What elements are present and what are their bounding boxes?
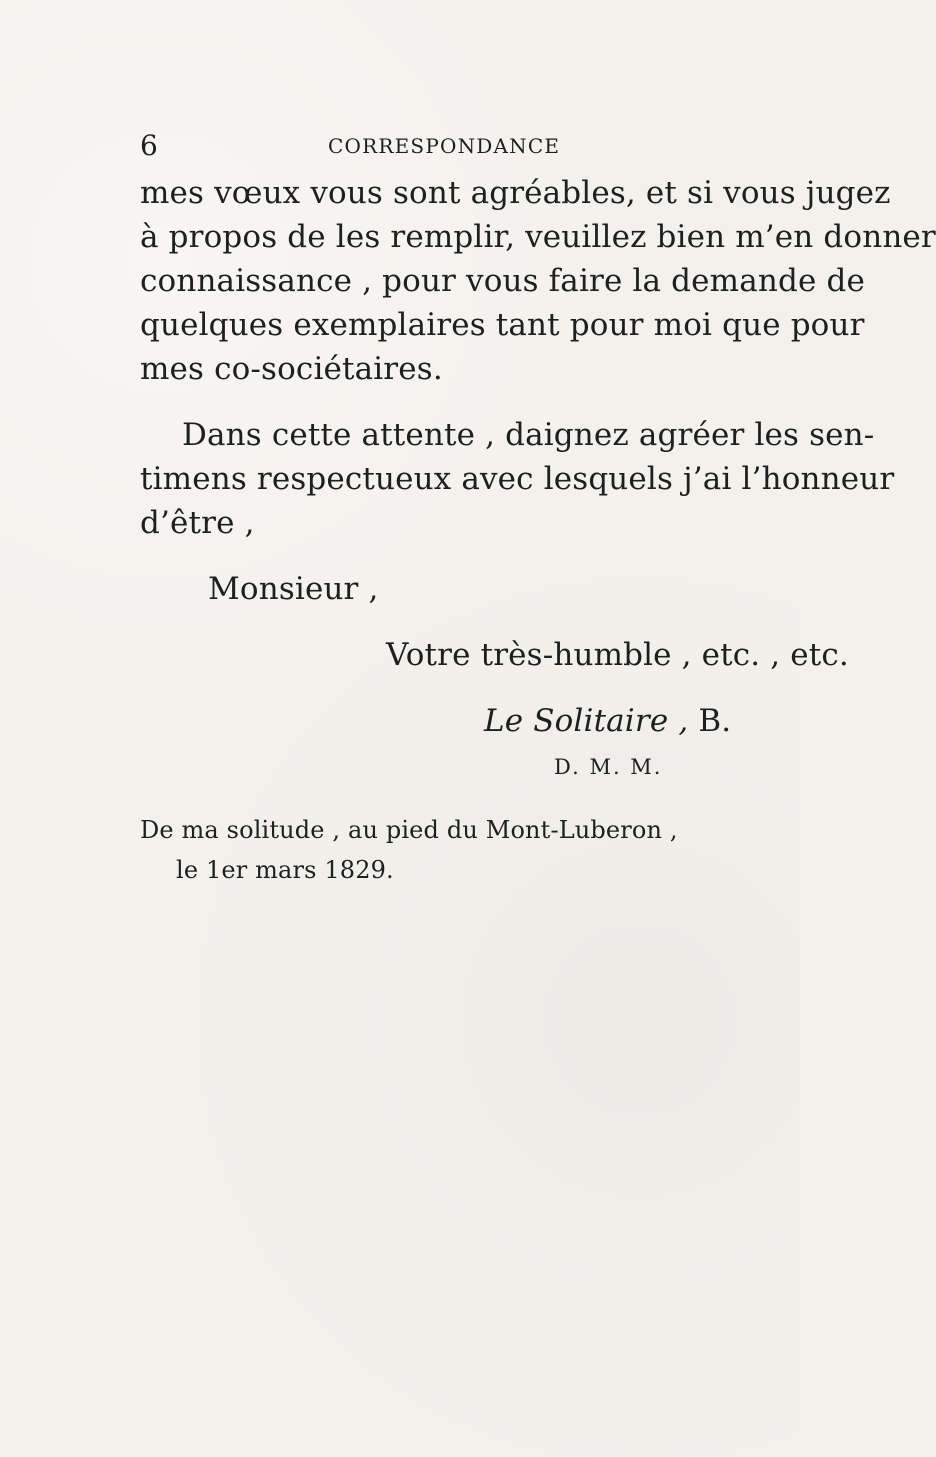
page-header <box>140 129 670 172</box>
signature-name: Le Solitaire , <box>484 703 689 739</box>
signature-initial: B. <box>688 703 732 739</box>
page-number: 6 <box>140 129 159 162</box>
body-line-6: Dans cette attente , daignez agréer les sen- <box>182 417 875 453</box>
body-line-1: mes vœux vous sont agréables, et si vous jugez <box>140 175 891 211</box>
body-line-7: timens respectueux avec lesquels j’ai l’honneur <box>140 461 895 497</box>
signature-initials: D. M. M. <box>554 755 663 779</box>
date-line: le 1er mars 1829. <box>176 856 394 884</box>
running-head: CORRESPONDANCE <box>328 134 561 158</box>
body-line-5: mes co-sociétaires. <box>140 351 443 387</box>
salutation: Monsieur , <box>208 571 379 607</box>
place-line: De ma solitude , au pied du Mont-Luberon , <box>140 816 678 844</box>
body-line-2: à propos de les remplir, veuillez bien m’en donner <box>140 219 936 255</box>
closing-formula: Votre très-humble , etc. , etc. <box>386 637 849 673</box>
body-line-8: d’être , <box>140 505 255 541</box>
signature <box>484 703 732 739</box>
body-line-3: connaissance , pour vous faire la demande de <box>140 263 865 299</box>
body-line-4: quelques exemplaires tant pour moi que pour <box>140 307 865 343</box>
